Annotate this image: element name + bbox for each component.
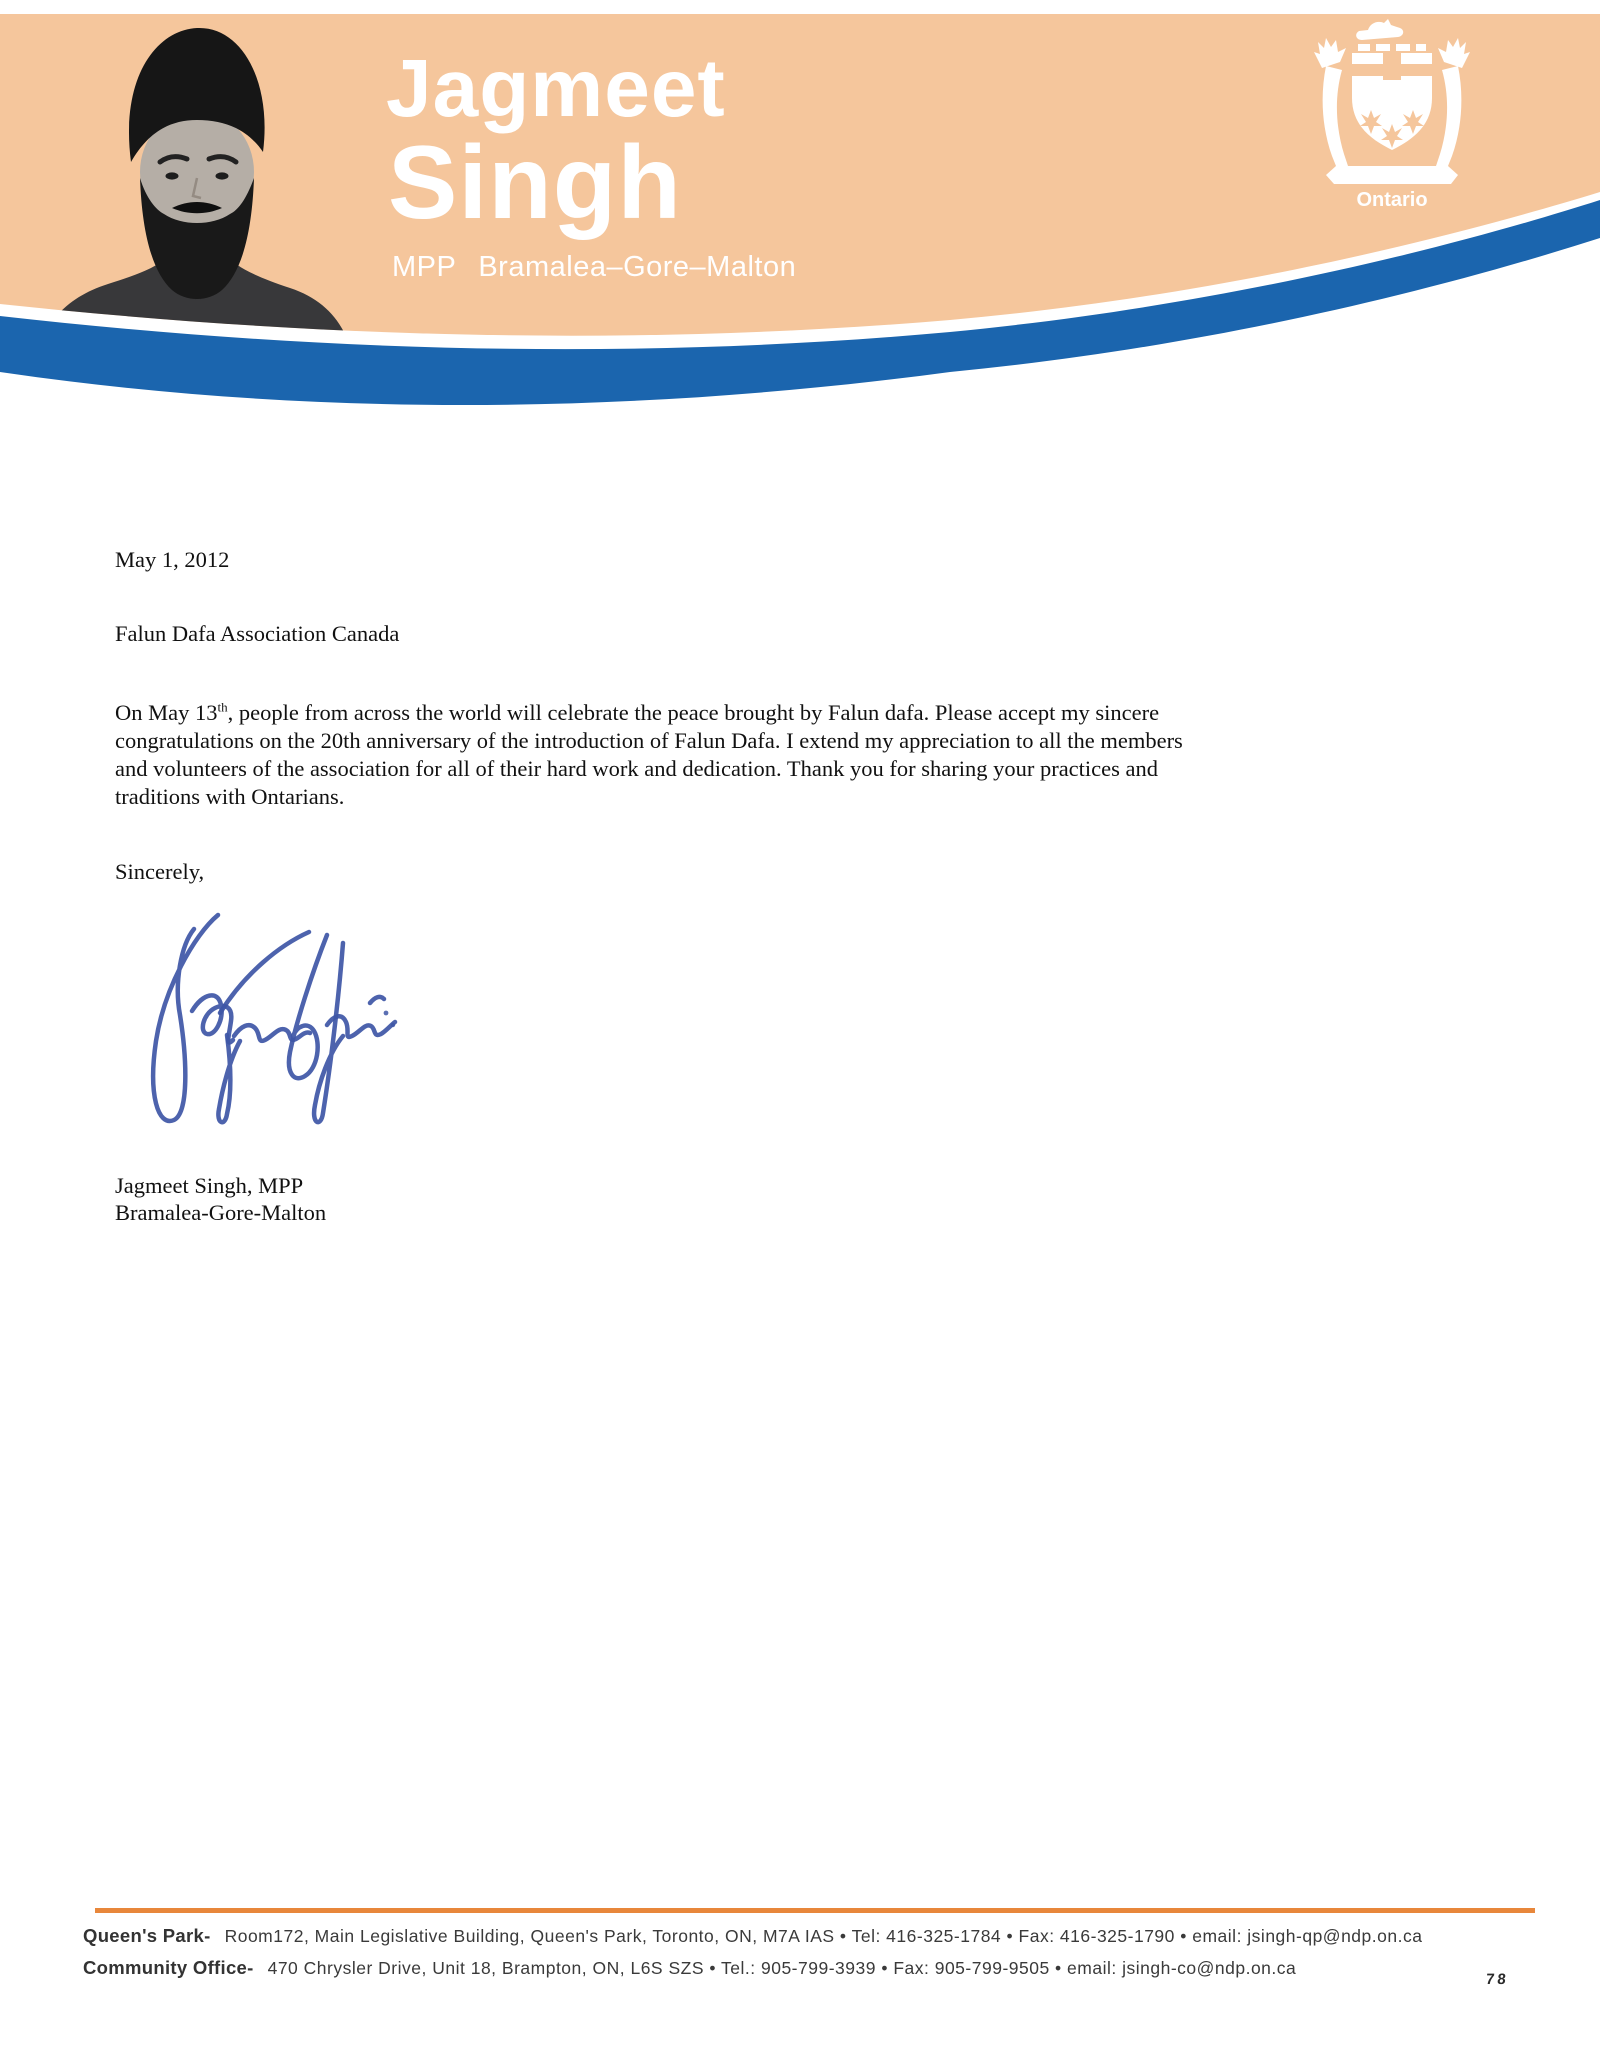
- body-line-1-rest: , people from across the world will celebrate the peace brought by Falun dafa. Please accept my sincere: [227, 700, 1160, 725]
- community-office-details: 470 Chrysler Drive, Unit 18, Brampton, ON, L6S SZS • Tel.: 905-799-3939 • Fax: 905-799-9505 • email: jsingh-co@ndp.on.ca: [267, 1958, 1297, 1978]
- letter-date: May 1, 2012: [115, 547, 230, 572]
- body-line-1: [115, 699, 1183, 727]
- footer-queens-park-row: [83, 1925, 1422, 1947]
- body-line-2: congratulations on the 20th anniversary of the introduction of Falun Dafa. I extend my appreciation to all the members: [115, 728, 1183, 753]
- wreath-twist: [1410, 44, 1416, 51]
- crest-wordmark: Ontario: [1356, 189, 1428, 211]
- letterhead-last-name: Singh: [388, 125, 682, 241]
- footer-community-office-row: [83, 1957, 1296, 1979]
- eye-right: [216, 172, 229, 179]
- eye-left: [166, 172, 179, 179]
- ordinal-superscript: th: [217, 699, 228, 715]
- signature-block: [115, 1172, 326, 1226]
- wreath-twist: [1370, 44, 1376, 51]
- body-line-3: and volunteers of the association for all of their hard work and dedication. Thank you for sharing your practices and: [115, 756, 1159, 781]
- letter-body-paragraph: [115, 699, 1183, 811]
- crest-banner: [1326, 166, 1458, 184]
- letterhead-riding: Bramalea–Gore–Malton: [478, 251, 797, 283]
- body-line-1-text: On May 13: [115, 700, 218, 725]
- signer-name: Jagmeet Singh, MPP: [115, 1173, 304, 1198]
- community-office-label: Community Office-: [83, 1957, 254, 1978]
- wreath-twist: [1390, 44, 1396, 51]
- letterhead-role: MPP: [392, 251, 457, 283]
- queens-park-details: Room172, Main Legislative Building, Queen's Park, Toronto, ON, M7A IAS • Tel: 416-325-1784 • Fax: 416-325-1790 • email: jsingh-qp@ndp.on.ca: [224, 1926, 1423, 1946]
- shield-cross-horizontal: [1352, 64, 1432, 76]
- signer-riding: Bramalea-Gore-Malton: [115, 1200, 327, 1225]
- letterhead-first-name: Jagmeet: [386, 43, 726, 134]
- letter-recipient: Falun Dafa Association Canada: [115, 621, 400, 646]
- letterhead-artwork: [0, 0, 1600, 430]
- body-line-4: traditions with Ontarians.: [115, 784, 345, 809]
- queens-park-label: Queen's Park-: [83, 1925, 211, 1946]
- letterhead-subtitle: [392, 251, 796, 284]
- page-number: 78: [1485, 1971, 1510, 1988]
- handwritten-signature: [130, 893, 400, 1133]
- footer-orange-rule: [95, 1908, 1535, 1913]
- letter-closing: Sincerely,: [115, 859, 205, 884]
